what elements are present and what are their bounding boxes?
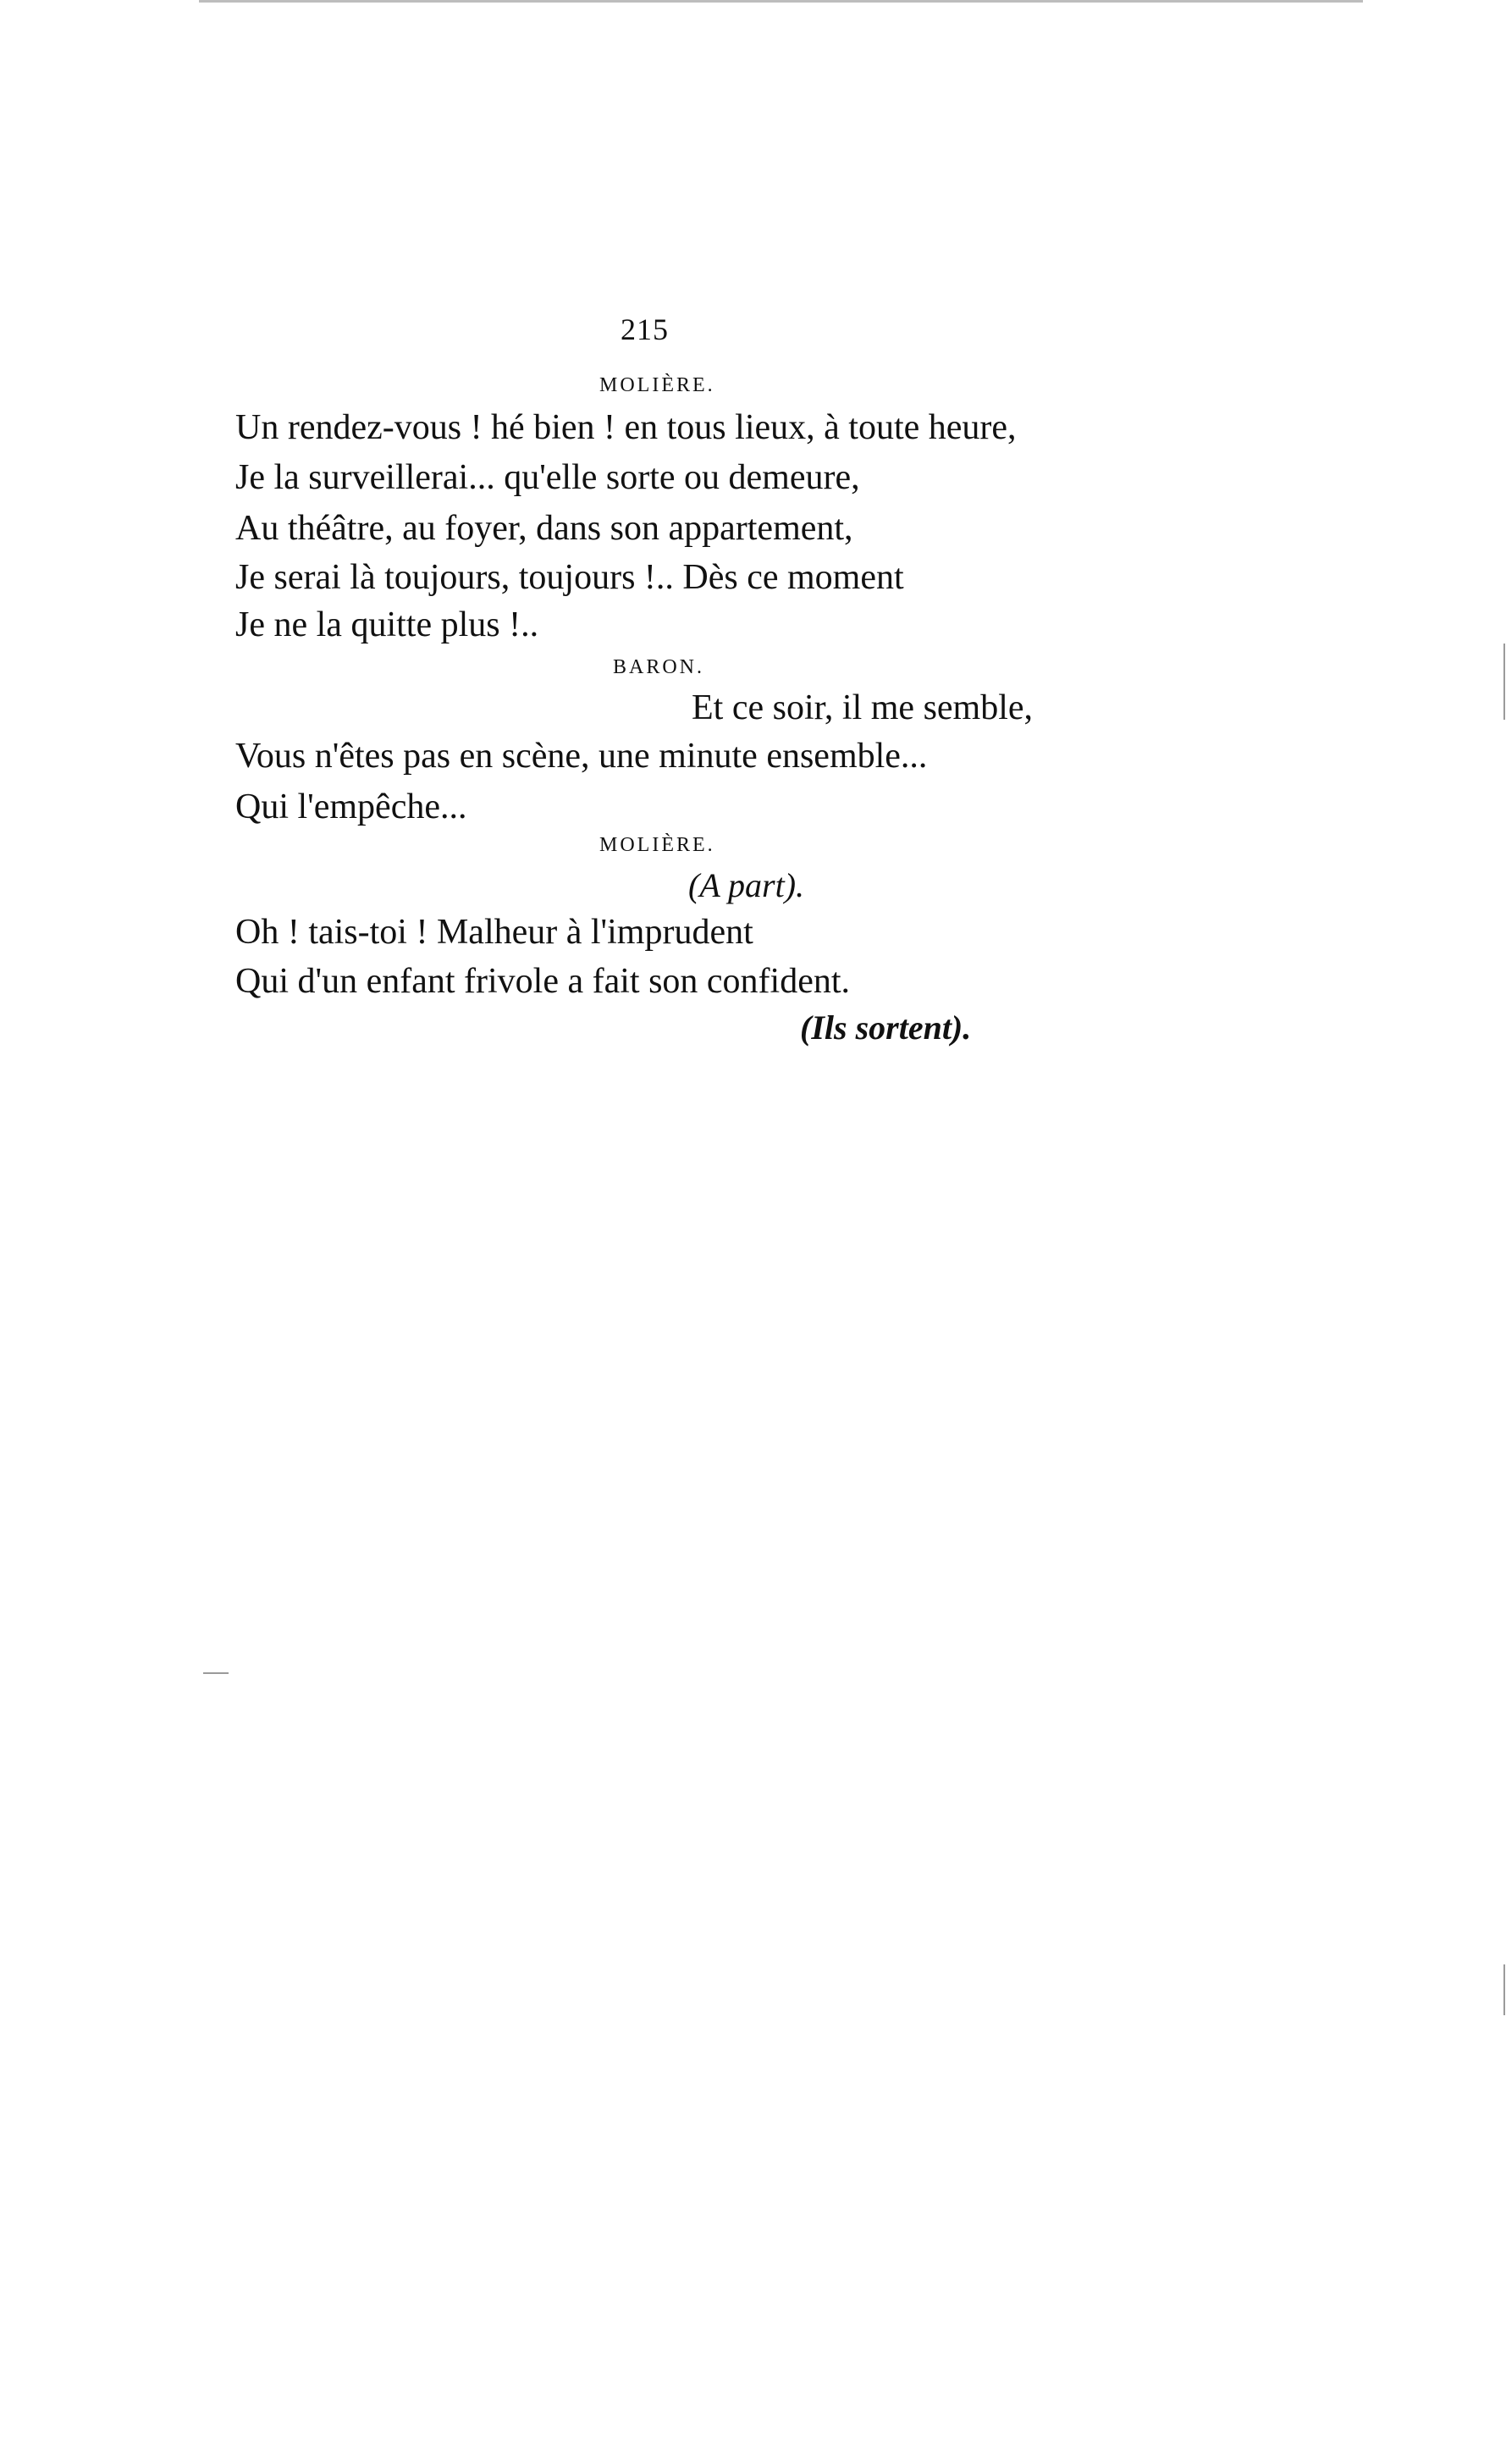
verse-line-1: Un rendez-vous ! hé bien ! en tous lieux, à toute heure, xyxy=(235,408,1017,447)
speaker-moliere: MOLIÈRE. xyxy=(599,834,715,856)
verse-line-5: Je ne la quitte plus !.. xyxy=(235,605,539,644)
verse-line-9: Oh ! tais-toi ! Malheur à l'imprudent xyxy=(235,913,753,952)
verse-line-3: Au théâtre, au foyer, dans son appartement, xyxy=(235,509,853,548)
speaker-baron: BARON. xyxy=(613,656,705,678)
scan-mark xyxy=(1503,644,1505,720)
stage-direction-aside: (A part). xyxy=(688,866,805,904)
scan-mark xyxy=(1503,1964,1505,2015)
verse-line-10: Qui d'un enfant frivole a fait son confident. xyxy=(235,962,851,1001)
speaker-moliere: MOLIÈRE. xyxy=(599,374,715,396)
scan-mark xyxy=(203,1672,229,1674)
verse-line-7: Vous n'êtes pas en scène, une minute ensemble... xyxy=(235,737,928,776)
verse-line-6: Et ce soir, il me semble, xyxy=(692,688,1034,727)
verse-line-2: Je la surveillerai... qu'elle sorte ou demeure, xyxy=(235,458,860,497)
page-top-edge xyxy=(199,0,1363,3)
verse-line-4: Je serai là toujours, toujours !.. Dès ce moment xyxy=(235,558,904,597)
verse-line-8: Qui l'empêche... xyxy=(235,787,467,826)
page-number: 215 xyxy=(621,312,669,346)
stage-direction-exit: (Ils sortent). xyxy=(800,1008,972,1047)
